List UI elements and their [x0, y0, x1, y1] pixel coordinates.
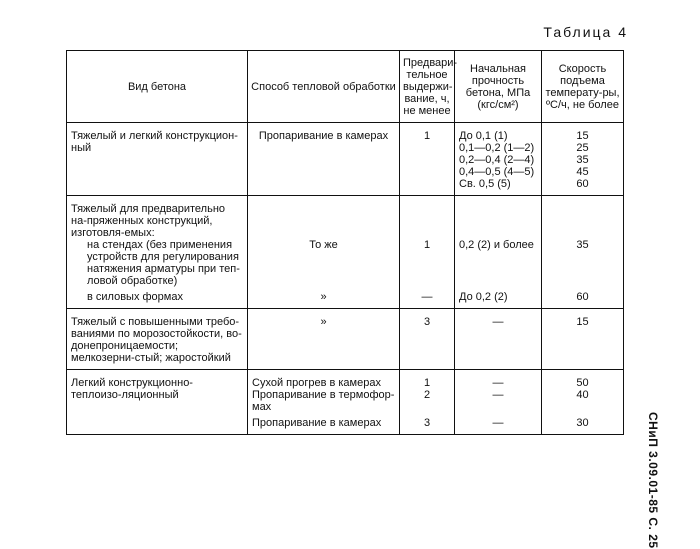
- cell-text: 15: [576, 316, 589, 328]
- method-cell: [248, 413, 400, 435]
- rate-cell: [542, 239, 624, 287]
- hold-cell: [400, 389, 455, 413]
- hold-cell: [400, 196, 455, 240]
- concrete-type-cell: [67, 370, 248, 435]
- header-strength: Начальная прочность бетона, МПа (кгс/см²): [455, 51, 542, 123]
- header-rate: Скорость подъема температу-ры, ºС/ч, не более: [542, 51, 624, 123]
- rate-cell: [542, 309, 624, 370]
- strength-cell: [455, 389, 542, 413]
- strength-cell: [455, 309, 542, 370]
- method-cell: [248, 370, 400, 390]
- table-caption: Таблица 4: [543, 24, 628, 40]
- regime-table: [66, 50, 624, 435]
- cell-text: Св. 0,5 (5): [459, 178, 511, 190]
- cell-text: Тяжелый и легкий конструкцион-ный: [71, 130, 238, 154]
- cell-text: 3: [423, 316, 431, 328]
- cell-text: 30: [576, 417, 589, 429]
- table-row: [67, 196, 624, 240]
- cell-text: —: [492, 389, 504, 401]
- hold-cell: [400, 413, 455, 435]
- cell-text: 35: [576, 239, 589, 251]
- cell-text: 60: [576, 178, 589, 190]
- side-label: СНиП 3.09.01-85 С. 25: [646, 412, 660, 549]
- cell-text: 1: [423, 239, 431, 251]
- cell-text: 2: [423, 389, 431, 401]
- cell-text: 0,1—0,2 (1—2): [459, 142, 535, 154]
- rate-cell: [542, 389, 624, 413]
- cell-text: 1: [423, 130, 431, 142]
- cell-text: До 0,1 (1): [459, 130, 508, 142]
- cell-text: Тяжелый с повышенными требо-ваниями по морозостойкости, во-донепроницаемости; мелкозерни-стый; жаростойкий: [71, 316, 242, 364]
- strength-cell: [455, 413, 542, 435]
- rate-cell: [542, 123, 624, 196]
- cell-text: 15: [576, 130, 589, 142]
- strength-cell: [455, 287, 542, 309]
- cell-text: Сухой прогрев в камерах: [252, 377, 381, 389]
- concrete-type-cell: [67, 309, 248, 370]
- method-cell: [248, 196, 400, 240]
- header-concrete-type: Вид бетона: [67, 51, 248, 123]
- strength-cell: [455, 123, 542, 196]
- rate-cell: [542, 413, 624, 435]
- strength-cell: [455, 370, 542, 390]
- hold-cell: [400, 239, 455, 287]
- cell-text: 0,2—0,4 (2—4): [459, 154, 535, 166]
- table-row: [67, 309, 624, 370]
- hold-cell: [400, 309, 455, 370]
- cell-text: в силовых формах: [87, 291, 183, 303]
- cell-text: 60: [576, 291, 589, 303]
- rate-cell: [542, 196, 624, 240]
- rate-cell: [542, 287, 624, 309]
- strength-cell: [455, 196, 542, 240]
- cell-text: »: [320, 316, 327, 328]
- cell-text: 3: [423, 417, 431, 429]
- cell-text: 45: [576, 166, 589, 178]
- table-row: [67, 287, 624, 309]
- table-row: [67, 123, 624, 196]
- cell-text: 35: [576, 154, 589, 166]
- method-cell: [248, 389, 400, 413]
- cell-text: —: [492, 316, 504, 328]
- cell-text: 0,2 (2) и более: [459, 239, 534, 251]
- method-cell: [248, 287, 400, 309]
- rate-cell: [542, 370, 624, 390]
- method-cell: [248, 309, 400, 370]
- hold-cell: [400, 287, 455, 309]
- cell-text: —: [492, 417, 504, 429]
- cell-text: Тяжелый для предварительно на-пряженных конструкций, изготовля-емых:: [71, 203, 226, 239]
- hold-cell: [400, 370, 455, 390]
- strength-cell: [455, 239, 542, 287]
- cell-text: То же: [309, 239, 338, 251]
- cell-text: —: [421, 291, 433, 303]
- hold-cell: [400, 123, 455, 196]
- cell-text: Пропаривание в термофор-мах: [252, 389, 395, 413]
- header-row: [67, 51, 624, 123]
- header-method: Способ тепловой обработки: [248, 51, 400, 123]
- cell-text: 50: [576, 377, 589, 389]
- cell-text: Пропаривание в камерах: [252, 417, 382, 429]
- cell-text: на стендах (без применения устройств для регулирования натяжения арматуры при теп-ловой обработке): [87, 239, 240, 287]
- method-cell: [248, 123, 400, 196]
- concrete-type-cell: [67, 239, 248, 287]
- method-cell: [248, 239, 400, 287]
- cell-text: 1: [423, 377, 431, 389]
- cell-text: »: [320, 291, 327, 303]
- concrete-type-cell: [67, 196, 248, 240]
- table-row: [67, 239, 624, 287]
- cell-text: 25: [576, 142, 589, 154]
- concrete-type-cell: [67, 287, 248, 309]
- cell-text: 40: [576, 389, 589, 401]
- concrete-type-cell: [67, 123, 248, 196]
- cell-text: —: [492, 377, 504, 389]
- cell-text: 0,4—0,5 (4—5): [459, 166, 535, 178]
- cell-text: До 0,2 (2): [459, 291, 508, 303]
- table-row: [67, 370, 624, 390]
- header-hold: Предвари-тельное выдержи-вание, ч, не менее: [400, 51, 455, 123]
- cell-text: Легкий конструкционно-теплоизо-ляционный: [71, 377, 193, 401]
- cell-text: Пропаривание в камерах: [258, 130, 389, 142]
